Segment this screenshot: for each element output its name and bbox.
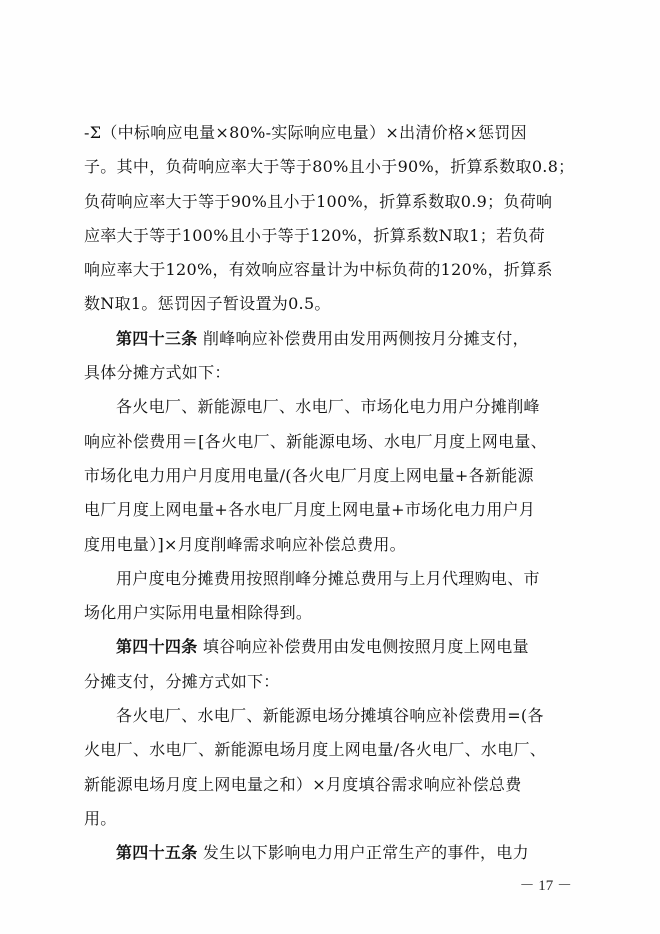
article-43-text: 削峰响应补偿费用由发用两侧按月分摊支付， bbox=[197, 328, 529, 348]
text-line: 各火电厂、新能源电厂、水电厂、市场化电力用户分摊削峰 bbox=[116, 397, 540, 417]
article-44-line bbox=[84, 630, 594, 664]
text-line: 新能源电场月度上网电量之和）×月度填谷需求响应补偿总费 bbox=[84, 774, 522, 794]
article-43-line bbox=[84, 322, 594, 356]
text-line: -Σ（中标响应电量×80%-实际响应电量）×出清价格×惩罚因 bbox=[84, 123, 527, 142]
article-45-line bbox=[84, 836, 594, 870]
text-line: 用户度电分摊费用按照削峰分摊总费用与上月代理购电、市 bbox=[116, 568, 540, 588]
text-line: 用。 bbox=[84, 808, 117, 828]
page-number: － 17 － bbox=[519, 878, 572, 894]
text-line: 分摊支付，分摊方式如下： bbox=[84, 671, 280, 691]
article-44-text: 填谷响应补偿费用由发电侧按照月度上网电量 bbox=[197, 637, 529, 657]
text-line: 场化用户实际用电量相除得到。 bbox=[84, 603, 313, 623]
text-line: 数N取1。惩罚因子暂设置为0.5。 bbox=[84, 294, 331, 314]
text-line: 响应率大于120%，有效响应容量计为中标负荷的120%，折算系 bbox=[84, 260, 553, 280]
article-45-text: 发生以下影响电力用户正常生产的事件，电力 bbox=[197, 843, 529, 863]
body-text bbox=[84, 116, 594, 871]
text-line: 火电厂、水电厂、新能源电场月度上网电量/各火电厂、水电厂、 bbox=[84, 740, 547, 760]
text-line: 具体分摊方式如下： bbox=[84, 363, 231, 383]
text-line: 电厂月度上网电量+各水电厂月度上网电量+市场化电力用户月 bbox=[84, 500, 536, 520]
text-line: 度用电量）]×月度削峰需求响应补偿总费用。 bbox=[84, 534, 406, 554]
article-43-number: 第四十三条 bbox=[116, 328, 198, 348]
text-line: 各火电厂、水电厂、新能源电场分摊填谷响应补偿费用=(各 bbox=[116, 706, 544, 726]
text-line: 响应补偿费用＝[各火电厂、新能源电场、水电厂月度上网电量、 bbox=[84, 431, 547, 451]
text-line: 市场化电力用户月度用电量/(各火电厂月度上网电量+各新能源 bbox=[84, 465, 534, 485]
text-line: 负荷响应率大于等于90%且小于100%，折算系数取0.9；负荷响 bbox=[84, 191, 553, 211]
article-45-number: 第四十五条 bbox=[116, 843, 198, 863]
article-44-number: 第四十四条 bbox=[116, 637, 198, 657]
text-line: 应率大于等于100%且小于等于120%，折算系数N取1；若负荷 bbox=[84, 225, 545, 245]
text-line: 子。其中，负荷响应率大于等于80%且小于90%，折算系数取0.8； bbox=[84, 157, 575, 177]
